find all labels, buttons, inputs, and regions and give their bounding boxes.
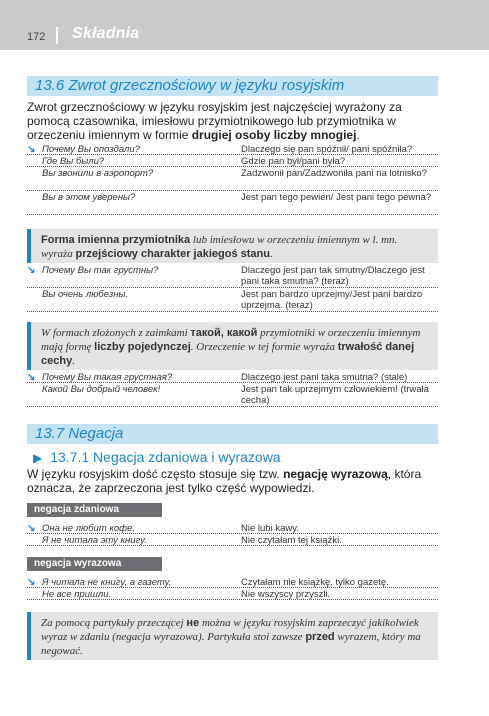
polish-translation: Gdzie pan był/pani była? bbox=[241, 156, 346, 167]
examples-table-word bbox=[27, 576, 438, 600]
arrow-down-right-icon: ↘ bbox=[27, 144, 36, 155]
polish-translation: Nie lubi kawy. bbox=[241, 523, 299, 534]
header-separator bbox=[56, 27, 58, 44]
note-text: lub imiesłowu w orzeczeniu imiennym w l. mn. wyraża bbox=[41, 234, 398, 260]
table-row bbox=[27, 167, 438, 191]
intro-end: , która oznacza, że zaprzeczona jest tylko część wypowiedzi. bbox=[27, 467, 422, 495]
intro-text: W języku rosyjskim dość często stosuje się tzw. bbox=[27, 467, 284, 481]
note-bold: przed bbox=[305, 631, 335, 643]
polish-translation: Nie czytałam tej książki. bbox=[241, 535, 342, 546]
section-13-7-heading bbox=[27, 424, 438, 444]
note-box-1 bbox=[27, 229, 438, 263]
note-bold: liczby pojedynczej bbox=[94, 341, 191, 353]
note-text: przymiotniki w orzeczeniu imiennym mają formę bbox=[41, 327, 421, 353]
note-box-2 bbox=[27, 322, 438, 370]
russian-example: ↘ Почему Вы так грустны? bbox=[27, 265, 159, 276]
page-header bbox=[0, 0, 489, 50]
russian-example: Не все пришли. bbox=[42, 589, 112, 600]
examples-table-sentence bbox=[27, 522, 438, 546]
note-text: . bbox=[269, 248, 273, 260]
polish-translation: Jest pan tego pewien/ Jest pani tego pewna? bbox=[241, 192, 432, 203]
note-text: można w języku rosyjskim zaprzeczyć jakikolwiek wyraz w zdaniu (negacja wyrazowa). Partykuła stoi zawsze bbox=[41, 617, 419, 643]
table-row bbox=[27, 191, 438, 215]
table-row bbox=[27, 264, 438, 288]
polish-translation: Zadzwonił pan/Zadzwoniła pani na lotnisko? bbox=[241, 168, 427, 179]
polish-translation: Jest pan bardzo uprzejmy/Jest pani bardzo uprzejma. (teraz) bbox=[241, 289, 423, 311]
polish-translation: Nie wszyscy przyszli. bbox=[241, 589, 331, 600]
table-row bbox=[27, 534, 438, 546]
note-text: . Orzeczenie w tej formie wyraża bbox=[190, 341, 338, 353]
russian-example: ↘ Почему Вы такая грустная? bbox=[27, 372, 173, 383]
intro-end: . bbox=[356, 128, 360, 142]
note-bold: такой, какой bbox=[190, 327, 258, 339]
russian-example: Я не читала эту книгу. bbox=[42, 535, 147, 546]
russian-example: Какой Вы добрый человек! bbox=[42, 384, 161, 395]
label-negacja-zdaniowa: negacja zdaniowa bbox=[27, 503, 162, 517]
note-bold: не bbox=[186, 617, 200, 629]
russian-example: ↘ Почему Вы опоздали? bbox=[27, 144, 140, 155]
section-13-6-heading bbox=[27, 76, 438, 96]
arrow-down-right-icon: ↘ bbox=[27, 577, 36, 588]
chapter-title: Składnia bbox=[72, 25, 140, 42]
table-row bbox=[27, 143, 438, 155]
arrow-down-right-icon: ↘ bbox=[27, 265, 36, 276]
table-row bbox=[27, 371, 438, 383]
polish-translation: Dlaczego się pan spóźnił/ pani spóźniła? bbox=[241, 144, 413, 155]
section-13-7-title: 13.7 Negacja bbox=[35, 425, 124, 442]
table-row bbox=[27, 383, 438, 407]
russian-example: Где Вы были? bbox=[42, 156, 105, 167]
polish-translation: Jest pan tak uprzejmym człowiekiem! (trwała cecha) bbox=[241, 384, 429, 406]
arrow-down-right-icon: ↘ bbox=[27, 523, 36, 534]
examples-table-3 bbox=[27, 371, 438, 407]
label-negacja-wyrazowa: negacja wyrazowa bbox=[27, 557, 162, 571]
table-row bbox=[27, 155, 438, 167]
section-13-7-intro bbox=[27, 467, 438, 495]
intro-bold: negację wyrazową bbox=[283, 467, 388, 481]
page-number: 172 bbox=[27, 31, 46, 43]
triangle-right-icon: ▶ bbox=[33, 451, 43, 465]
section-13-6-intro bbox=[27, 100, 438, 142]
note-bold: Forma imienna przymiotnika bbox=[41, 234, 191, 246]
table-row bbox=[27, 588, 438, 600]
russian-example: Вы звонили в аэропорт? bbox=[42, 168, 154, 179]
note-text: wyrazem, który ma negować. bbox=[41, 631, 421, 657]
polish-translation: Dlaczego jest pan tak smutny/Dlaczego jest pani taka smutna? (teraz) bbox=[241, 265, 425, 287]
polish-translation: Czytałam nie książkę, tylko gazetę. bbox=[241, 577, 389, 588]
note-box-3 bbox=[27, 612, 438, 660]
note-bold: przejściowy charakter jakiegoś stanu bbox=[75, 248, 270, 260]
intro-text: Zwrot grzecznościowy w języku rosyjskim jest najczęściej wyrażony za pomocą czasownika, imiesłowu przymiotnikowego lub przymiotnika w orzeczeniu imiennym w formie bbox=[27, 100, 402, 142]
note-text: W formach złożonych z zaimkami bbox=[41, 327, 191, 339]
examples-table-2 bbox=[27, 264, 438, 312]
russian-example: ↘ Она не любит кофе. bbox=[27, 523, 136, 534]
russian-example: ↘ Я читала не книгу, а газету. bbox=[27, 577, 172, 588]
table-row bbox=[27, 522, 438, 534]
note-bold: trwałość danej cechy bbox=[41, 341, 415, 367]
intro-bold: drugiej osoby liczby mnogiej bbox=[191, 128, 357, 142]
section-13-6-title: 13.6 Zwrot grzecznościowy w języku rosyjskim bbox=[35, 77, 345, 94]
examples-table-1 bbox=[27, 143, 438, 215]
note-text: Za pomocą partykuły przeczącej bbox=[41, 617, 187, 629]
table-row bbox=[27, 576, 438, 588]
subsection-13-7-1-title: 13.7.1 Negacja zdaniowa i wyrazowa bbox=[50, 449, 281, 465]
arrow-down-right-icon: ↘ bbox=[27, 372, 36, 383]
table-row bbox=[27, 288, 438, 312]
note-text: . bbox=[72, 355, 75, 367]
russian-example: Вы в этом уверены? bbox=[42, 192, 136, 203]
polish-translation: Dlaczego jest pani taka smutna? (stale) bbox=[241, 372, 408, 383]
russian-example: Вы очень любезны. bbox=[42, 289, 129, 300]
subsection-13-7-1-heading bbox=[33, 449, 281, 465]
